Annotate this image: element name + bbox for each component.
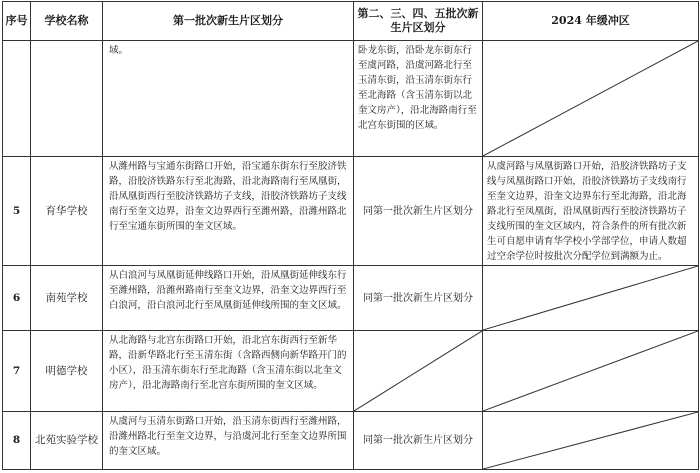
row-index: 7 xyxy=(3,331,31,412)
row-batch2-5: 同第一批次新生片区划分 xyxy=(354,266,483,331)
table-row xyxy=(3,157,699,266)
row-school: 南苑学校 xyxy=(31,266,103,331)
row-buffer-empty xyxy=(483,412,699,470)
header-row xyxy=(3,2,699,41)
row-school xyxy=(31,41,103,157)
row-buffer: 从虞河路与凤凰街路口开始，沿胶济铁路坊子支线与凤凰街路口开始，沿胶济铁路坊子支线南行至奎文边界，沿奎文边界东行至北海路，沿北海路北行至凤凰街，沿凤凰街西行至胶济铁路坊子支线所围的奎文区域内，符合条件的所有批次新生可自愿申请育华学校小学部学位，申请人数超过空余学位时按批次分配学位到满额为止。 xyxy=(483,157,699,266)
row-batch2-5: 卧龙东街，沿卧龙东街东行至虞河路，沿虞河路北行至玉清东街，沿玉清东街东行至北海路（含玉清东街以北奎文房产），沿北海路南行至北宫东街围的区域。 xyxy=(354,41,483,157)
row-index xyxy=(3,41,31,157)
diagonal-line xyxy=(354,331,482,411)
row-school: 明德学校 xyxy=(31,331,103,412)
row-school: 育华学校 xyxy=(31,157,103,266)
header-batch2-5: 第二、三、四、五批次新生片区划分 xyxy=(354,2,483,41)
row-index: 6 xyxy=(3,266,31,331)
row-batch1: 从北海路与北宫东街路口开始，沿北宫东街西行至新华路，沿新华路北行至玉清东街（含路西侧向新华路开门的小区），沿玉清东街东行至北海路（含玉清东街以北奎文房产），沿北海路南行至北宫东街所围的奎文区域。 xyxy=(103,331,354,412)
header-buffer: 2024 年缓冲区 xyxy=(483,2,699,41)
table-row xyxy=(3,412,699,470)
header-batch1: 第一批次新生片区划分 xyxy=(103,2,354,41)
diagonal-line xyxy=(483,331,698,411)
row-batch2-5: 同第一批次新生片区划分 xyxy=(354,412,483,470)
table-row xyxy=(3,331,699,412)
table-row xyxy=(3,266,699,331)
row-batch2-5: 同第一批次新生片区划分 xyxy=(354,157,483,266)
table-row xyxy=(3,41,699,157)
row-batch2-5-empty xyxy=(354,331,483,412)
row-index: 8 xyxy=(3,412,31,470)
row-buffer-empty xyxy=(483,266,699,331)
row-buffer-empty xyxy=(483,41,699,157)
row-index: 5 xyxy=(3,157,31,266)
diagonal-line xyxy=(483,41,698,156)
header-index: 序号 xyxy=(3,2,31,41)
header-school: 学校名称 xyxy=(31,2,103,41)
row-school: 北苑实验学校 xyxy=(31,412,103,470)
row-batch1: 从潍州路与宝通东街路口开始，沿宝通东街东行至胶济铁路，沿胶济铁路东行至北海路，沿北海路南行至凤凰街，沿凤凰街西行至胶济铁路坊子支线，沿胶济铁路坊子支线南行至奎文边界，沿奎文边界西行至潍州路，沿潍州路北行至宝通东街所围的奎文区域。 xyxy=(103,157,354,266)
row-batch1: 从虞河与玉清东街路口开始，沿玉清东街西行至潍州路，沿潍州路北行至奎文边界，与沿虞河北行至奎文边界所围的奎文区域。 xyxy=(103,412,354,470)
row-batch1: 域。 xyxy=(103,41,354,157)
diagonal-line xyxy=(483,266,698,330)
row-batch1: 从白浪河与凤凰街延伸线路口开始，沿凤凰街延伸线东行至潍州路，沿潍州路南行至奎文边界，沿奎文边界西行至白浪河，沿白浪河北行至凤凰街延伸线所围的奎文区域。 xyxy=(103,266,354,331)
enrollment-zone-table xyxy=(2,1,698,470)
row-buffer-empty xyxy=(483,331,699,412)
diagonal-line xyxy=(483,412,698,469)
zone-table xyxy=(2,1,699,470)
